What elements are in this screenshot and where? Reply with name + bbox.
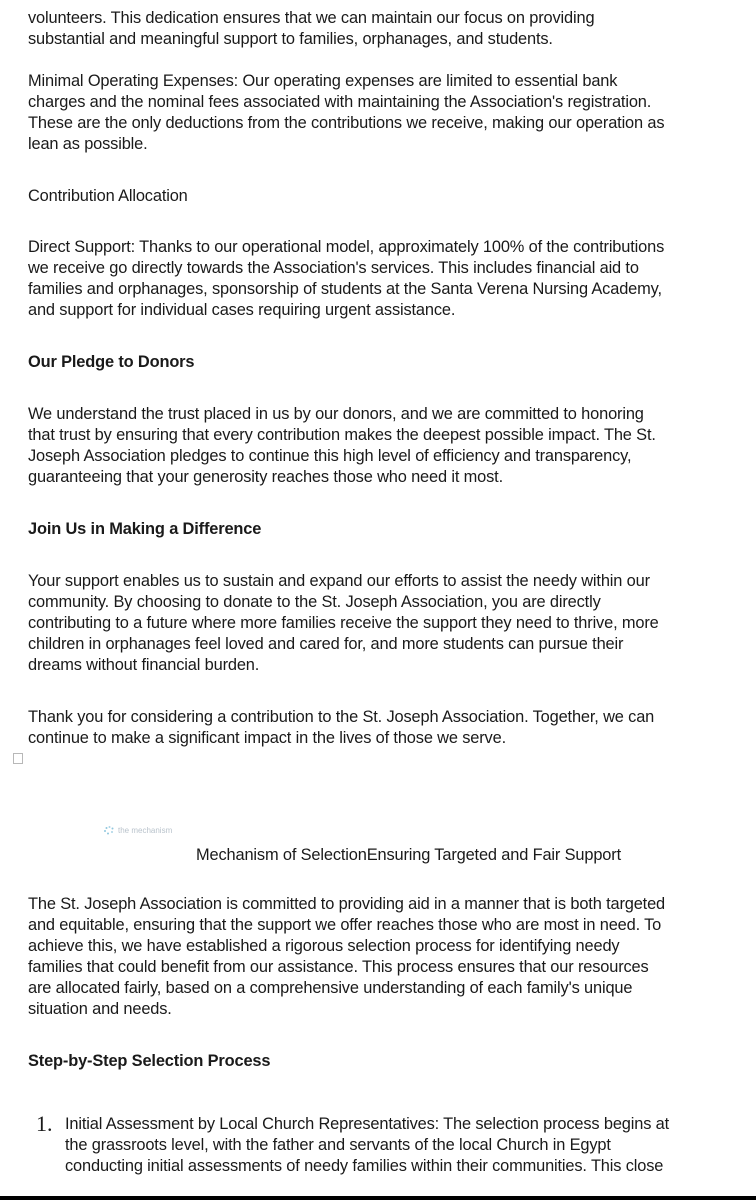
- text-line: Initial Assessment by Local Church Representatives: The selection process begins at: [65, 1115, 670, 1133]
- text-line: conducting initial assessments of needy families within their communities. This close: [65, 1157, 664, 1175]
- text-line: families and orphanages, sponsorship of students at the Santa Verena Nursing Academy,: [28, 280, 662, 298]
- paragraph-intro-tail: [28, 8, 740, 50]
- text-line: guaranteeing that your generosity reaches those who need it most.: [28, 468, 503, 486]
- text-line: charges and the nominal fees associated with maintaining the Association's registration.: [28, 93, 652, 111]
- text-line: The St. Joseph Association is committed to providing aid in a manner that is both targeted: [28, 895, 666, 913]
- text-line: We understand the trust placed in us by our donors, and we are committed to honoring: [28, 405, 644, 423]
- text-line: children in orphanages feel loved and cared for, and more students can pursue their: [28, 635, 624, 653]
- text-line: volunteers. This dedication ensures that we can maintain our focus on providing: [28, 9, 595, 27]
- text-line: Your support enables us to sustain and expand our efforts to assist the needy within our: [28, 572, 650, 590]
- text-line: These are the only deductions from the contributions we receive, making our operation as: [28, 114, 665, 132]
- broken-image-icon: [13, 753, 23, 764]
- text-line: situation and needs.: [28, 1000, 172, 1018]
- text-line: achieve this, we have established a rigorous selection process for identifying needy: [28, 937, 620, 955]
- heading-step-by-step: Step-by-Step Selection Process: [28, 1052, 271, 1070]
- text-line: that trust by ensuring that every contribution makes the deepest possible impact. The St.: [28, 426, 656, 444]
- text-line: and equitable, ensuring that the support we offer reaches those who are most in need. To: [28, 916, 662, 934]
- text-line: the grassroots level, with the father and servants of the local Church in Egypt: [65, 1136, 611, 1154]
- paragraph-mechanism: [28, 894, 740, 1020]
- heading-join-us: Join Us in Making a Difference: [28, 520, 262, 538]
- text-line: contributing to a future where more families receive the support they need to thrive, more: [28, 614, 659, 632]
- section-title-mechanism: Mechanism of SelectionEnsuring Targeted and Fair Support: [196, 846, 621, 864]
- text-line: continue to make a significant impact in the lives of those we serve.: [28, 729, 506, 747]
- paragraph-direct-support: [28, 237, 740, 321]
- heading-contribution-allocation: Contribution Allocation: [28, 187, 188, 205]
- text-line: Joseph Association pledges to continue this high level of efficiency and transparency,: [28, 447, 632, 465]
- text-line: we receive go directly towards the Association's services. This includes financial aid to: [28, 259, 639, 277]
- paragraph-operating-expenses: [28, 71, 740, 155]
- mechanism-logo: [103, 824, 172, 836]
- text-line: community. By choosing to donate to the St. Joseph Association, you are directly: [28, 593, 601, 611]
- text-line: substantial and meaningful support to families, orphanages, and students.: [28, 30, 553, 48]
- text-line: lean as possible.: [28, 135, 148, 153]
- logo-text: the mechanism: [118, 825, 173, 835]
- text-line: and support for individual cases requiring urgent assistance.: [28, 301, 456, 319]
- list-number: 1.: [36, 1111, 53, 1136]
- list-item-text: [65, 1114, 669, 1177]
- text-line: dreams without financial burden.: [28, 656, 260, 674]
- text-line: Thank you for considering a contribution to the St. Joseph Association. Together, we can: [28, 708, 655, 726]
- text-line: Direct Support: Thanks to our operational model, approximately 100% of the contributions: [28, 238, 665, 256]
- paragraph-join-us: [28, 571, 740, 676]
- text-line: families that could benefit from our assistance. This process ensures that our resources: [28, 958, 649, 976]
- bottom-bar: [0, 1196, 756, 1200]
- paragraph-pledge: [28, 404, 740, 488]
- text-line: are allocated fairly, based on a comprehensive understanding of each family's unique: [28, 979, 633, 997]
- heading-pledge-to-donors: Our Pledge to Donors: [28, 353, 195, 371]
- dotted-circle-icon: [103, 825, 115, 835]
- paragraph-thank-you: [28, 707, 740, 749]
- text-line: Minimal Operating Expenses: Our operating expenses are limited to essential bank: [28, 72, 618, 90]
